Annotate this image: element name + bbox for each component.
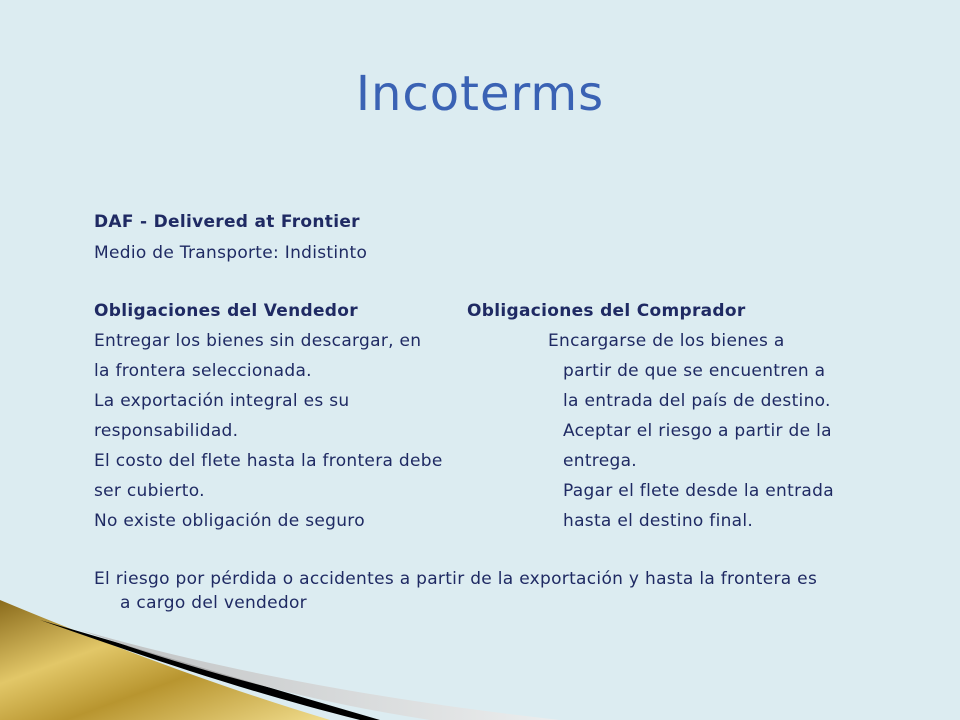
footer-note: El riesgo por pérdida o accidentes a partir de la exportación y hasta la frontera es <box>94 569 818 589</box>
buyer-line: partir de que se encuentren a <box>563 361 826 381</box>
seller-line: responsabilidad. <box>94 421 239 441</box>
footer-note-continued: a cargo del vendedor <box>120 593 307 613</box>
buyer-line: Encargarse de los bienes a <box>548 331 785 351</box>
term-heading: DAF - Delivered at Frontier <box>94 212 360 232</box>
transport-line: Medio de Transporte: Indistinto <box>94 243 368 263</box>
slide-title: Incoterms <box>355 66 605 122</box>
seller-heading: Obligaciones del Vendedor <box>94 301 358 321</box>
seller-line: ser cubierto. <box>94 481 205 501</box>
buyer-line: hasta el destino final. <box>563 511 754 531</box>
seller-line: No existe obligación de seguro <box>94 511 365 531</box>
buyer-line: Pagar el flete desde la entrada <box>563 481 834 501</box>
seller-line: Entregar los bienes sin descargar, en <box>94 331 422 351</box>
seller-line: la frontera seleccionada. <box>94 361 312 381</box>
buyer-line: Aceptar el riesgo a partir de la <box>563 421 832 441</box>
seller-line: La exportación integral es su <box>94 391 350 411</box>
buyer-line: entrega. <box>563 451 637 471</box>
seller-line: El costo del flete hasta la frontera debe <box>94 451 443 471</box>
buyer-line: la entrada del país de destino. <box>563 391 831 411</box>
gold-swoosh-decoration <box>0 560 600 720</box>
buyer-heading: Obligaciones del Comprador <box>467 301 746 321</box>
